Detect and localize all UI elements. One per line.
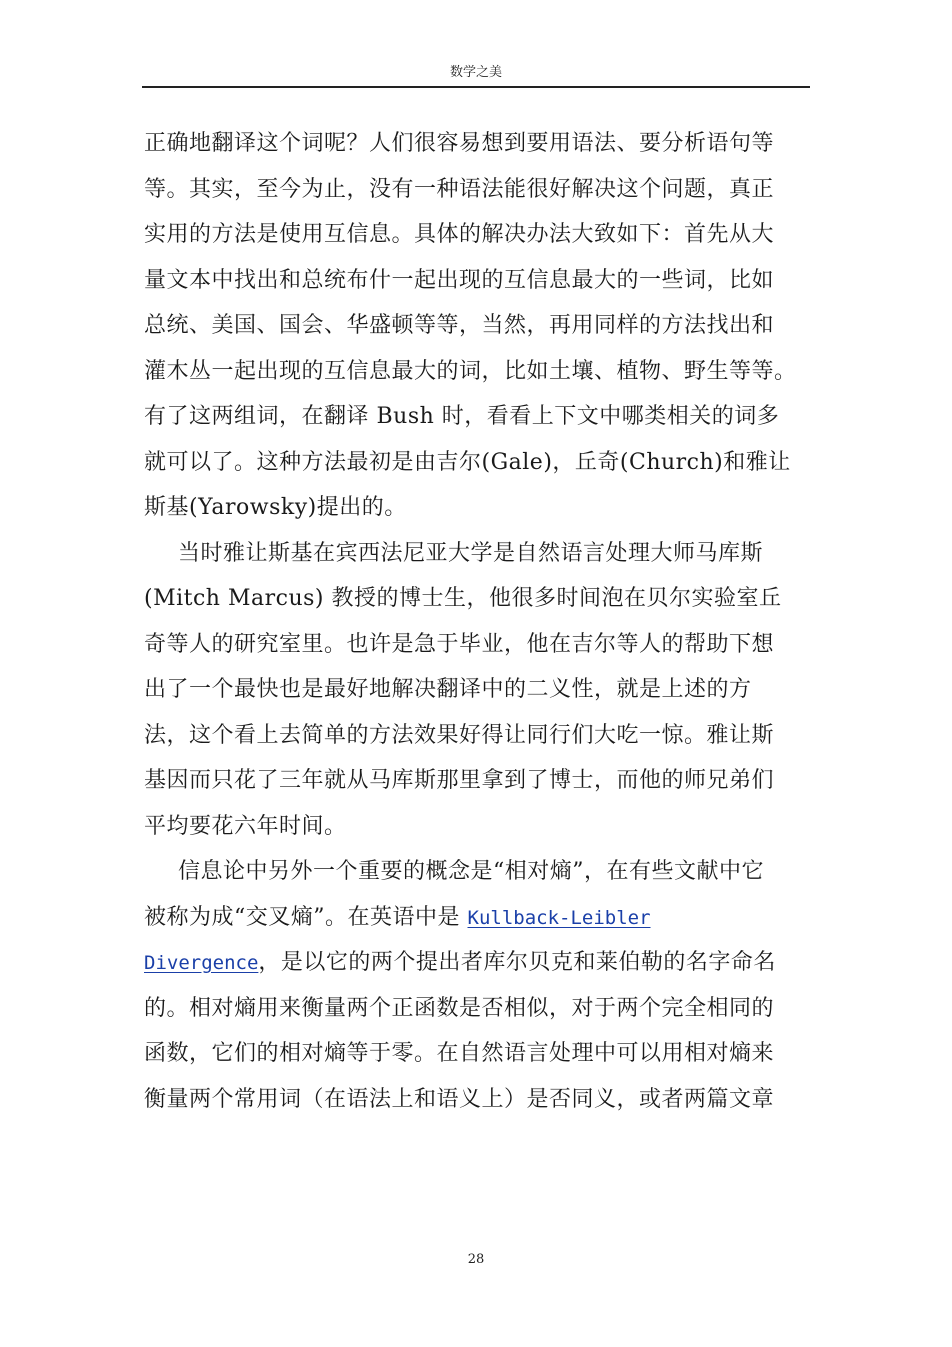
text-segment: ，是以它的两个提出者库尔贝克和莱伯勒的名字命名 bbox=[258, 950, 776, 975]
text-line: 的。相对熵用来衡量两个正函数是否相似，对于两个完全相同的 bbox=[144, 995, 775, 1021]
text-line: 斯基(Yarowsky)提出的。 bbox=[144, 495, 407, 520]
text-line: 总统、美国、国会、华盛顿等等，当然，再用同样的方法找出和 bbox=[144, 313, 775, 338]
text-line: 灌木丛一起出现的互信息最大的词，比如土壤、植物、野生等等。 bbox=[144, 358, 797, 384]
text-line: (Mitch Marcus) 教授的博士生，他很多时间泡在贝尔实验室丘 bbox=[144, 586, 782, 611]
text-line: 等。其实，至今为止，没有一种语法能很好解决这个问题，真正 bbox=[144, 176, 775, 202]
text-line: 正确地翻译这个词呢？人们很容易想到要用语法、要分析语句等 bbox=[144, 131, 775, 156]
paragraph-start-line: 当时雅让斯基在宾西法尼亚大学是自然语言处理大师马库斯 bbox=[178, 540, 764, 566]
text-line: 函数，它们的相对熵等于零。在自然语言处理中可以用相对熵来 bbox=[144, 1041, 775, 1066]
text-line bbox=[144, 895, 810, 941]
text-line: 奇等人的研究室里。也许是急于毕业，他在吉尔等人的帮助下想 bbox=[144, 631, 775, 657]
page-number: 28 bbox=[467, 1252, 485, 1267]
text-segment: 被称为成“交叉熵”。在英语中是 bbox=[144, 904, 468, 930]
text-line: 基因而只花了三年就从马库斯那里拿到了博士，而他的师兄弟们 bbox=[144, 768, 775, 793]
text-line: 就可以了。这种方法最初是由吉尔(Gale)，丘奇(Church)和雅让 bbox=[144, 449, 791, 475]
kl-divergence-link-part2[interactable]: Divergence bbox=[144, 952, 259, 974]
running-header: 数学之美 bbox=[449, 65, 502, 80]
text-line: 法，这个看上去简单的方法效果好得让同行们大吃一惊。雅让斯 bbox=[144, 722, 775, 748]
text-line: 有了这两组词，在翻译 Bush 时，看看上下文中哪类相关的词多 bbox=[144, 404, 780, 429]
text-line: 实用的方法是使用互信息。具体的解决办法大致如下：首先从大 bbox=[144, 222, 775, 247]
text-line: 量文本中找出和总统布什一起出现的互信息最大的一些词，比如 bbox=[144, 267, 775, 293]
text-line: 平均要花六年时间。 bbox=[144, 813, 347, 839]
text-line: 出了一个最快也是最好地解决翻译中的二义性，就是上述的方 bbox=[144, 677, 752, 702]
kl-divergence-link-part1[interactable]: Kullback-Leibler bbox=[467, 906, 651, 929]
paragraph-start-line: 信息论中另外一个重要的概念是“相对熵”，在有些文献中它 bbox=[178, 859, 764, 884]
header-rule bbox=[142, 86, 810, 88]
body-text bbox=[144, 121, 810, 1122]
text-line: 衡量两个常用词（在语法上和语义上）是否同义，或者两篇文章 bbox=[144, 1086, 775, 1112]
text-line bbox=[144, 940, 810, 986]
